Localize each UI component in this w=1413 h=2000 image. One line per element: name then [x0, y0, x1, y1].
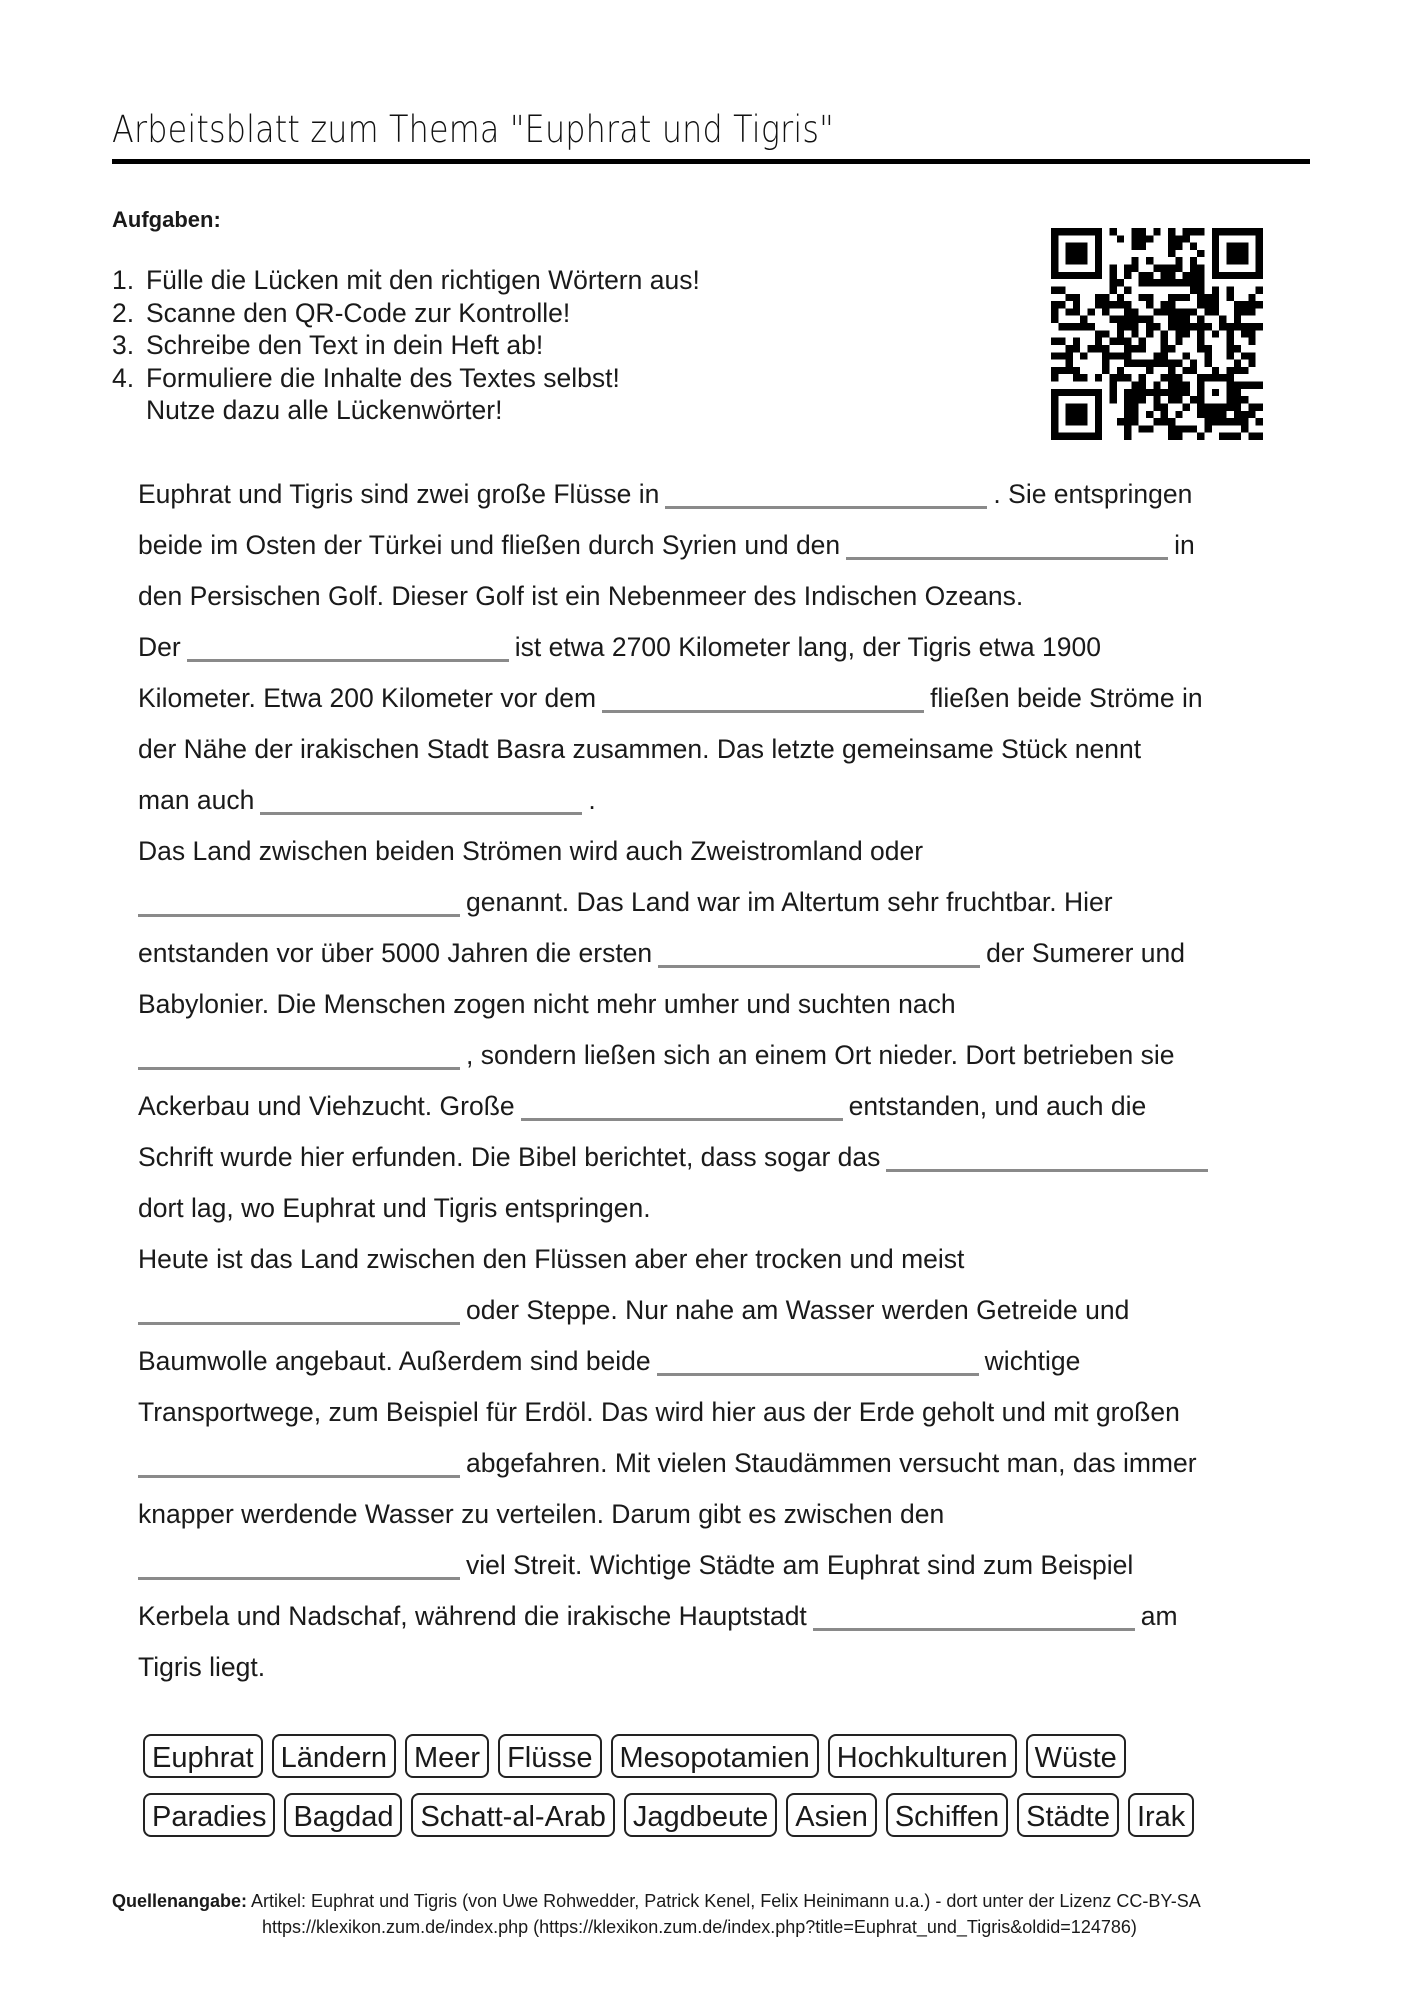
cloze-line	[138, 1030, 1298, 1081]
cloze-text-segment: Tigris liegt.	[138, 1652, 266, 1682]
cloze-text-segment: der Nähe der irakischen Stadt Basra zusammen. Das letzte gemeinsame Stück nennt	[138, 734, 1142, 764]
word-chip[interactable]: Paradies	[143, 1793, 275, 1837]
cloze-text-segment: viel Streit. Wichtige Städte am Euphrat sind zum Beispiel	[466, 1550, 1134, 1580]
source-text: Artikel: Euphrat und Tigris (von Uwe Rohwedder, Patrick Kenel, Felix Heinimann u.a.) - dort unter der Lizenz CC-BY-SA	[247, 1891, 1201, 1911]
cloze-line	[138, 1183, 1298, 1234]
cloze-line	[138, 1540, 1298, 1591]
cloze-text-segment: fließen beide Ströme in	[930, 683, 1203, 713]
cloze-blank[interactable]	[657, 1349, 979, 1376]
cloze-text-segment: entstanden vor über 5000 Jahren die ersten	[138, 938, 653, 968]
cloze-text-segment: entstanden, und auch die	[848, 1091, 1147, 1121]
cloze-line	[138, 469, 1298, 520]
cloze-text-segment: Schrift wurde hier erfunden. Die Bibel berichtet, dass sogar das	[138, 1142, 881, 1172]
word-chip[interactable]: Mesopotamien	[611, 1734, 819, 1778]
cloze-blank[interactable]	[846, 533, 1168, 560]
cloze-text-segment: Ackerbau und Viehzucht. Große	[138, 1091, 515, 1121]
cloze-text-segment: Der	[138, 632, 181, 662]
task-item	[112, 264, 700, 297]
word-chip[interactable]: Bagdad	[284, 1793, 402, 1837]
cloze-line	[138, 520, 1298, 571]
word-chip[interactable]: Euphrat	[143, 1734, 263, 1778]
cloze-text-segment: wichtige	[984, 1346, 1081, 1376]
task-item	[112, 297, 700, 330]
cloze-line	[138, 826, 1298, 877]
cloze-blank[interactable]	[521, 1094, 843, 1121]
cloze-line	[138, 724, 1298, 775]
word-chip[interactable]: Schatt-al-Arab	[411, 1793, 614, 1837]
word-chip[interactable]: Wüste	[1026, 1734, 1126, 1778]
cloze-blank[interactable]	[138, 890, 460, 917]
cloze-text-segment: ist etwa 2700 Kilometer lang, der Tigris etwa 1900	[514, 632, 1101, 662]
task-text: Fülle die Lücken mit den richtigen Wörtern aus!	[146, 265, 700, 295]
cloze-line	[138, 928, 1298, 979]
task-number: 3.	[112, 330, 135, 360]
cloze-line	[138, 877, 1298, 928]
word-chip[interactable]: Städte	[1017, 1793, 1119, 1837]
word-chip[interactable]: Schiffen	[886, 1793, 1008, 1837]
word-bank-row	[143, 1793, 1323, 1841]
cloze-text-segment: beide im Osten der Türkei und fließen durch Syrien und den	[138, 530, 841, 560]
task-number: 1.	[112, 265, 135, 295]
cloze-text-segment: Heute ist das Land zwischen den Flüssen aber eher trocken und meist	[138, 1244, 965, 1274]
word-chip[interactable]: Asien	[786, 1793, 877, 1837]
cloze-text-segment: genannt. Das Land war im Altertum sehr fruchtbar. Hier	[466, 887, 1113, 917]
cloze-line	[138, 1387, 1298, 1438]
cloze-blank[interactable]	[138, 1553, 460, 1580]
cloze-text-segment: oder Steppe. Nur nahe am Wasser werden Getreide und	[466, 1295, 1130, 1325]
task-list	[112, 264, 700, 427]
qr-code-icon[interactable]	[1051, 228, 1263, 440]
cloze-line	[138, 1642, 1298, 1693]
cloze-blank[interactable]	[138, 1451, 460, 1478]
cloze-text-segment: am	[1140, 1601, 1178, 1631]
cloze-line	[138, 979, 1298, 1030]
word-chip[interactable]: Ländern	[272, 1734, 396, 1778]
task-text: Scanne den QR-Code zur Kontrolle!	[146, 297, 571, 328]
cloze-line	[138, 1234, 1298, 1285]
task-number	[112, 394, 146, 427]
cloze-line	[138, 1591, 1298, 1642]
word-chip[interactable]: Irak	[1128, 1793, 1194, 1837]
cloze-text	[138, 469, 1298, 1693]
cloze-line	[138, 775, 1298, 826]
cloze-blank[interactable]	[665, 482, 987, 509]
cloze-text-segment: abgefahren. Mit vielen Staudämmen versucht man, das immer	[466, 1448, 1197, 1478]
task-text: Nutze dazu alle Lückenwörter!	[146, 395, 503, 425]
cloze-text-segment: .	[588, 785, 596, 815]
cloze-line	[138, 1132, 1298, 1183]
word-chip[interactable]: Jagdbeute	[624, 1793, 777, 1837]
tasks-heading: Aufgaben:	[112, 207, 221, 232]
source-label: Quellenangabe:	[112, 1891, 248, 1911]
cloze-line	[138, 1438, 1298, 1489]
word-chip[interactable]: Hochkulturen	[828, 1734, 1017, 1778]
source-attribution	[112, 1888, 1312, 1940]
word-bank	[143, 1734, 1323, 1852]
cloze-text-segment: man auch	[138, 785, 255, 815]
cloze-text-segment: . Sie entspringen	[993, 479, 1193, 509]
cloze-blank[interactable]	[260, 788, 582, 815]
cloze-text-segment: Transportwege, zum Beispiel für Erdöl. Das wird hier aus der Erde geholt und mit großen	[138, 1397, 1180, 1427]
cloze-line	[138, 571, 1298, 622]
cloze-text-segment: Babylonier. Die Menschen zogen nicht mehr umher und suchten nach	[138, 989, 956, 1019]
cloze-text-segment: knapper werdende Wasser zu verteilen. Darum gibt es zwischen den	[138, 1499, 945, 1529]
task-text: Formuliere die Inhalte des Textes selbst!	[146, 362, 620, 393]
cloze-text-segment: Kilometer. Etwa 200 Kilometer vor dem	[138, 683, 597, 713]
task-item	[112, 362, 700, 395]
cloze-line	[138, 1489, 1298, 1540]
word-chip[interactable]: Flüsse	[498, 1734, 601, 1778]
cloze-text-segment: , sondern ließen sich an einem Ort nieder. Dort betrieben sie	[466, 1040, 1175, 1070]
cloze-blank[interactable]	[658, 941, 980, 968]
cloze-text-segment: in	[1174, 530, 1195, 560]
cloze-line	[138, 673, 1298, 724]
page-title: Arbeitsblatt zum Thema "Euphrat und Tigris"	[112, 108, 834, 151]
cloze-text-segment: Baumwolle angebaut. Außerdem sind beide	[138, 1346, 651, 1376]
task-text: Schreibe den Text in dein Heft ab!	[146, 330, 544, 360]
cloze-blank[interactable]	[813, 1604, 1135, 1631]
cloze-text-segment: Kerbela und Nadschaf, während die irakische Hauptstadt	[138, 1601, 807, 1631]
cloze-text-segment: Das Land zwischen beiden Strömen wird auch Zweistromland oder	[138, 836, 924, 866]
cloze-blank[interactable]	[886, 1145, 1208, 1172]
cloze-line	[138, 1336, 1298, 1387]
word-bank-row	[143, 1734, 1323, 1782]
cloze-text-segment: der Sumerer und	[986, 938, 1186, 968]
cloze-blank[interactable]	[187, 635, 509, 662]
source-url: https://klexikon.zum.de/index.php (https://klexikon.zum.de/index.php?title=Euphrat_und_Tigris&oldid=124786)	[262, 1917, 1137, 1937]
cloze-text-segment: Euphrat und Tigris sind zwei große Flüsse in	[138, 479, 660, 509]
cloze-text-segment: den Persischen Golf. Dieser Golf ist ein Nebenmeer des Indischen Ozeans.	[138, 581, 1024, 611]
task-number: 4.	[112, 362, 135, 393]
cloze-blank[interactable]	[138, 1298, 460, 1325]
cloze-line	[138, 1285, 1298, 1336]
word-chip[interactable]: Meer	[405, 1734, 489, 1778]
cloze-blank[interactable]	[138, 1043, 460, 1070]
cloze-text-segment: dort lag, wo Euphrat und Tigris entspringen.	[138, 1193, 651, 1223]
cloze-line	[138, 1081, 1298, 1132]
task-item	[112, 329, 700, 362]
title-rule	[112, 159, 1310, 164]
task-number: 2.	[112, 297, 135, 328]
cloze-line	[138, 622, 1298, 673]
task-item	[112, 394, 700, 427]
cloze-blank[interactable]	[602, 686, 924, 713]
